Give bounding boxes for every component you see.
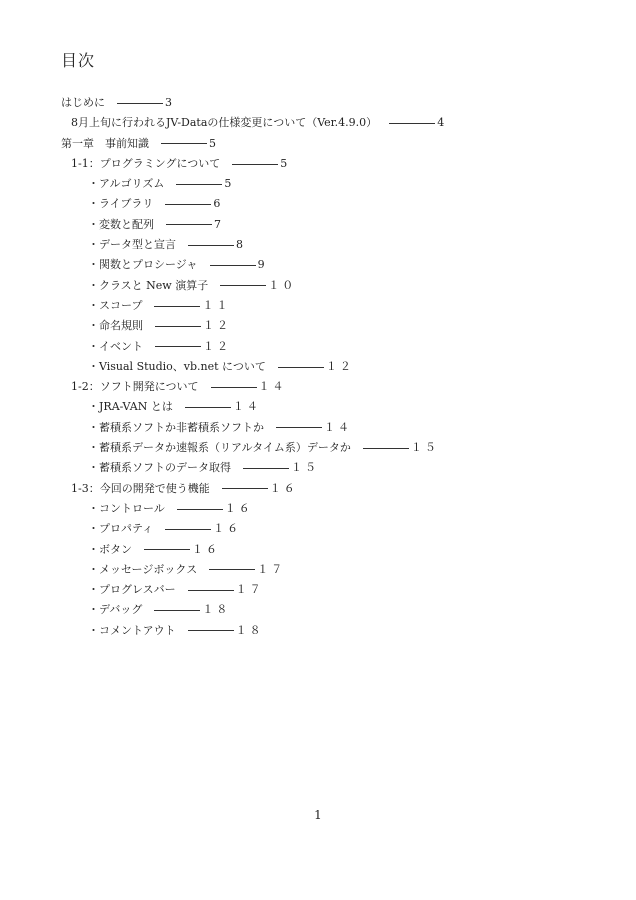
toc-entry-page: １２ — [325, 359, 354, 373]
toc-entry-page: １５ — [410, 441, 439, 455]
toc-leader-line — [188, 630, 234, 631]
toc-leader-line — [220, 285, 266, 286]
toc-entry-page: １４ — [324, 420, 352, 434]
toc-entry-page: 6 — [213, 197, 224, 211]
toc-entry — [0, 397, 636, 417]
toc-entry-title: ・プログレスバー — [88, 583, 176, 597]
toc-entry-title: はじめに — [61, 96, 105, 109]
toc-leader-line — [209, 569, 255, 570]
toc-entry-page: 4 — [437, 116, 448, 130]
toc-entry-page: 8 — [236, 238, 246, 252]
toc-entry-page: １６ — [192, 542, 220, 556]
toc-entry — [0, 580, 636, 600]
toc-entry-title: ・Visual Studio、vb.net について — [88, 359, 266, 373]
toc-entry-title: ・ボタン — [88, 542, 132, 556]
toc-entry — [0, 479, 636, 499]
toc-entry-title: ・JRA-VAN とは — [88, 400, 173, 414]
toc-entry-page: 7 — [214, 217, 224, 231]
toc-entry-page: １６ — [269, 481, 298, 495]
toc-entry — [0, 519, 636, 539]
toc-leader-line — [117, 103, 163, 104]
toc-entry-title: ・ライブラリ — [88, 197, 154, 211]
toc-entry-title: ・データ型と宣言 — [88, 238, 176, 252]
toc-entry — [0, 418, 636, 438]
toc-entry-page: １４ — [232, 400, 261, 414]
toc-entry-page: 5 — [209, 136, 219, 150]
page-title: 目次 — [61, 51, 96, 70]
toc-entry-page: １８ — [202, 603, 231, 617]
toc-leader-line — [222, 488, 268, 489]
toc-leader-line — [154, 306, 200, 307]
toc-entry-title: ・デバッグ — [88, 603, 143, 617]
toc-leader-line — [176, 184, 222, 185]
toc-entry — [0, 438, 636, 458]
toc-entry — [0, 560, 636, 580]
toc-entry-title: ・アルゴリズム — [88, 177, 165, 191]
toc-leader-line — [188, 590, 234, 591]
toc-entry — [0, 540, 636, 560]
toc-entry-page: １２ — [203, 339, 231, 353]
toc-leader-line — [161, 143, 207, 144]
toc-leader-line — [165, 204, 211, 205]
toc-entry — [0, 93, 636, 113]
toc-entry — [0, 134, 636, 154]
toc-leader-line — [276, 427, 322, 428]
toc-leader-line — [188, 245, 234, 246]
toc-entry-title: ・クラスと New 演算子 — [88, 278, 209, 292]
toc-entry-page: １２ — [203, 319, 231, 333]
toc-entry-page: １０ — [268, 278, 297, 292]
toc-entry — [0, 600, 636, 620]
toc-entry-title: ・蓄積系ソフトのデータ取得 — [88, 461, 231, 475]
toc-entry-page: 9 — [257, 258, 268, 272]
toc-entry — [0, 154, 636, 174]
toc-entry-title: 第一章 事前知識 — [61, 136, 149, 150]
toc-entry-page: １４ — [258, 380, 287, 394]
toc-entry — [0, 113, 636, 133]
toc-entry-page: １１ — [202, 298, 231, 312]
toc-entry-page: １５ — [291, 461, 319, 475]
toc-entry-page: １７ — [235, 583, 264, 597]
toc-entry-title: ・コントロール — [88, 501, 165, 515]
toc-entry-title: 1-2：ソフト開発について — [71, 380, 199, 394]
toc-leader-line — [166, 224, 212, 225]
toc-entry — [0, 357, 636, 377]
toc-entry-title: ・蓄積系データか速報系（リアルタイム系）データか — [88, 441, 351, 455]
toc-entry — [0, 316, 636, 336]
toc-entry-page: １８ — [235, 623, 264, 637]
toc-entry-title: ・蓄積系ソフトか非蓄積系ソフトか — [88, 420, 264, 434]
toc-entry-title: ・変数と配列 — [88, 217, 154, 231]
toc-entry-title: ・関数とプロシージャ — [88, 258, 198, 272]
toc-entry-title: ・イベント — [88, 339, 143, 353]
toc-leader-line — [154, 610, 200, 611]
toc-leader-line — [210, 265, 256, 266]
toc-entry — [0, 255, 636, 275]
toc-entry — [0, 174, 636, 194]
toc-entry-page: 5 — [280, 156, 291, 170]
toc-leader-line — [144, 549, 190, 550]
toc-leader-line — [155, 326, 201, 327]
toc-entry-title: ・メッセージボックス — [88, 562, 198, 576]
toc-leader-line — [278, 367, 324, 368]
toc-entry — [0, 194, 636, 214]
toc-entry-title: ・コメントアウト — [88, 623, 176, 637]
toc-entry-title: ・プロパティ — [88, 522, 154, 536]
toc-entry-title: 1-1：プログラミングについて — [71, 156, 221, 170]
toc-entry — [0, 276, 636, 296]
toc-entry-page: １６ — [213, 522, 242, 536]
toc-entry — [0, 621, 636, 641]
toc-entry-page: 3 — [165, 96, 175, 109]
toc-leader-line — [232, 164, 278, 165]
toc-entry — [0, 296, 636, 316]
toc-leader-line — [389, 123, 435, 124]
toc-entry-page: １７ — [257, 562, 286, 576]
toc-entry — [0, 458, 636, 478]
page-number: 1 — [314, 808, 322, 822]
toc-entry-title: ・命名規則 — [88, 319, 143, 333]
toc-leader-line — [165, 529, 211, 530]
toc-leader-line — [155, 346, 201, 347]
toc-entry-page: １６ — [224, 501, 253, 515]
toc-leader-line — [177, 509, 223, 510]
toc-entry-title: 8月上旬に行われるJV-Dataの仕様変更について（Ver.4.9.0） — [71, 116, 378, 130]
toc-leader-line — [243, 468, 289, 469]
toc-entry — [0, 377, 636, 397]
toc-entry — [0, 337, 636, 357]
toc-entry-title: ・スコープ — [88, 298, 143, 312]
table-of-contents — [0, 93, 636, 641]
toc-entry-page: 5 — [224, 177, 235, 191]
toc-leader-line — [363, 448, 409, 449]
toc-entry — [0, 499, 636, 519]
toc-entry — [0, 235, 636, 255]
toc-leader-line — [211, 387, 257, 388]
toc-leader-line — [185, 407, 231, 408]
toc-entry-title: 1-3：今回の開発で使う機能 — [71, 481, 210, 495]
toc-entry — [0, 215, 636, 235]
